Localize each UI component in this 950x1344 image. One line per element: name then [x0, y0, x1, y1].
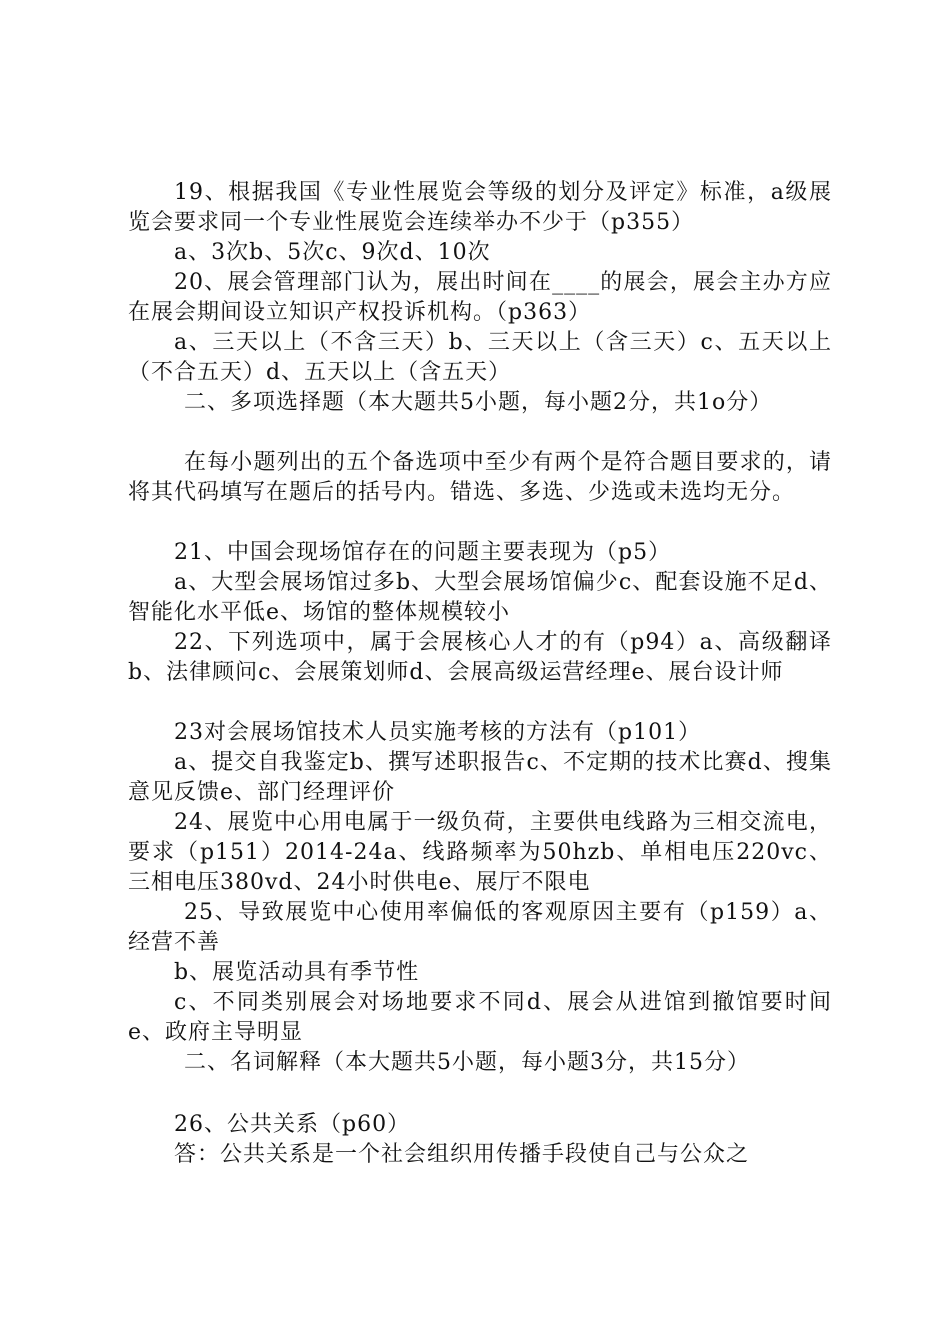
question-25-option-b: b、展览活动具有季节性 — [174, 960, 420, 985]
question-22: 22、下列选项中，属于会展核心人才的有（p94）a、高级翻译b、法律顾问c、会展策划师d、会展高级运营经理e、展台设计师 — [128, 630, 832, 685]
question-26: 26、公共关系（p60） — [174, 1112, 411, 1137]
question-21: 21、中国会现场馆存在的问题主要表现为（p5） — [174, 540, 672, 565]
question-19-options: a、3次b、5次c、9次d、10次 — [174, 240, 491, 265]
section-heading-definitions: 二、名词解释（本大题共5小题，每小题3分，共15分） — [184, 1050, 750, 1075]
question-20-options: a、三天以上（不含三天）b、三天以上（含三天）c、五天以上（不合五天）d、五天以上（含五天） — [128, 330, 832, 385]
question-23: 23对会展场馆技术人员实施考核的方法有（p101） — [174, 720, 702, 745]
question-21-options: a、大型会展场馆过多b、大型会展场馆偏少c、配套设施不足d、智能化水平低e、场馆的整体规模较小 — [128, 570, 832, 625]
question-19: 19、根据我国《专业性展览会等级的划分及评定》标准，a级展览会要求同一个专业性展览会连续举办不少于（p355） — [128, 180, 832, 235]
question-23-options: a、提交自我鉴定b、撰写述职报告c、不定期的技术比赛d、搜集意见反馈e、部门经理评价 — [128, 750, 832, 805]
question-25: 25、导致展览中心使用率偏低的客观原因主要有（p159）a、经营不善 — [128, 900, 832, 955]
section-instructions: 在每小题列出的五个备选项中至少有两个是符合题目要求的，请将其代码填写在题后的括号内。错选、多选、少选或未选均无分。 — [128, 450, 832, 505]
answer-26: 答：公共关系是一个社会组织用传播手段使自己与公众之 — [174, 1142, 750, 1167]
question-25-options-cde: c、不同类别展会对场地要求不同d、展会从进馆到撤馆要时间e、政府主导明显 — [128, 990, 832, 1045]
section-heading-multiple-choice: 二、多项选择题（本大题共5小题，每小题2分，共1o分） — [184, 390, 773, 415]
question-24: 24、展览中心用电属于一级负荷，主要供电线路为三相交流电，要求（p151）2014-24a、线路频率为50hzb、单相电压220vc、三相电压380vd、24小时供电e、展厅不限电 — [128, 810, 832, 895]
question-20: 20、展会管理部门认为，展出时间在____的展会，展会主办方应在展会期间设立知识产权投诉机构。（p363） — [128, 270, 832, 325]
